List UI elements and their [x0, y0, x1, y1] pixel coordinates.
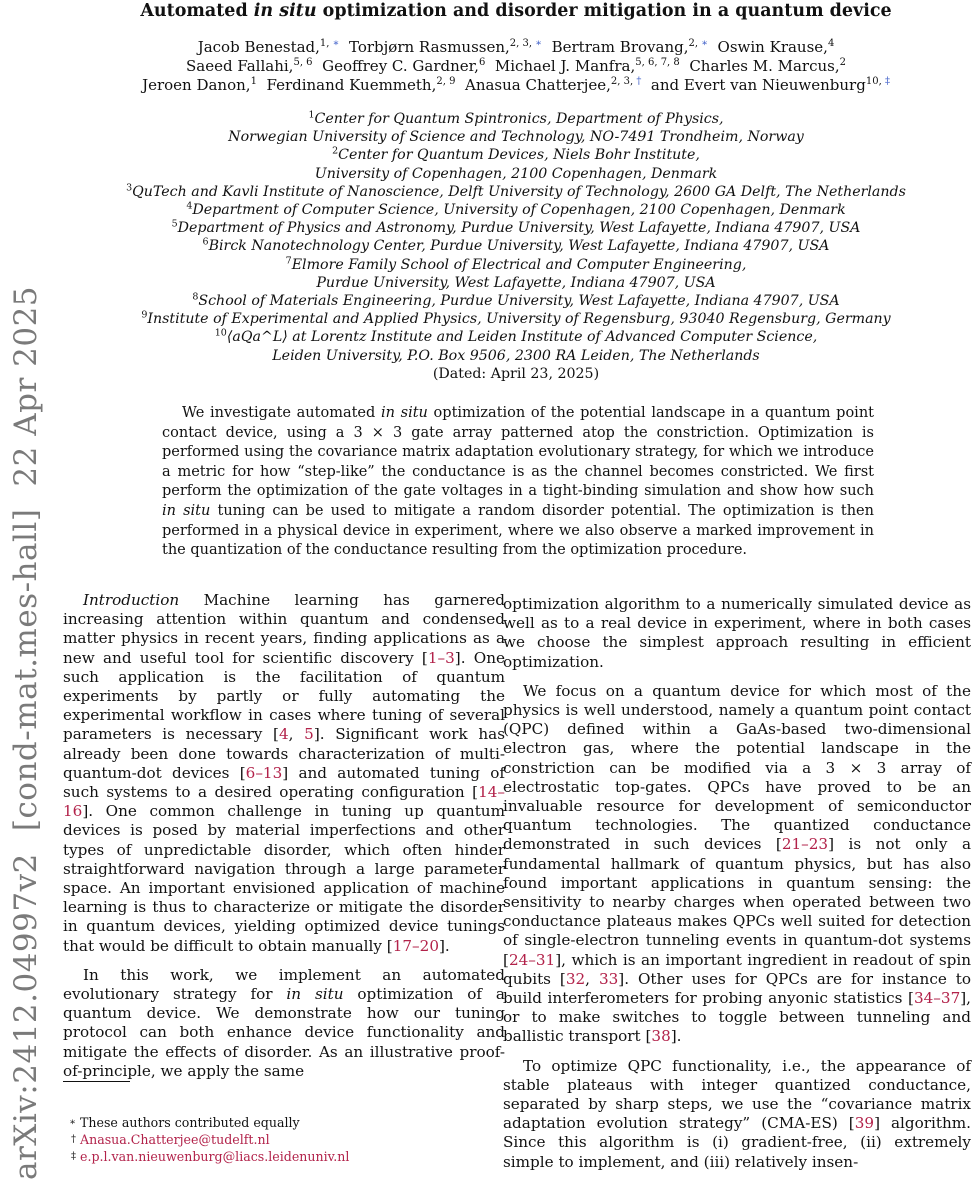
intro-paragraph: Introduction Machine learning has garnered increasing attention within quantum and condensed matter physics in recent years, finding applications as a new and useful tool for scientific discovery [1–3]. One such application is the facilitation of quantum experiments by partly or fully automating the experimental workflow in cases where tuning of several parameters is necessary [4, 5]. Significant work has already been done towards characterization of multi-quantum-dot devices [6–13] and automated tuning of such systems to a desired operating configuration [14–16]. One common challenge in tuning up quantum devices is posed by material imperfections and other types of unpredictable disorder, which often hinder straightforward navigation through a large parameter space. An important envisioned application of machine learning is thus to characterize or mitigate the disorder in quantum devices, yielding optimized device tunings that would be difficult to obtain manually [17–20].	[63, 591, 506, 955]
affiliation: $^1$Center for Quantum Spintronics, Department of Physics,	[308, 109, 724, 127]
author: Saeed Fallahi,$^{5, 6}$	[186, 57, 313, 75]
affiliation: $^7$Elmore Family School of Electrical and Computer Engineering,	[285, 254, 747, 273]
author-footnote-link[interactable]: †	[636, 76, 642, 87]
body-paragraph: optimization algorithm to a numerically simulated device as well as to a real device in experiment, where in both cases we choose the simplest approach resulting in efficient optimization.	[503, 595, 971, 671]
affiliation: $^3$QuTech and Kavli Institute of Nanoscience, Delft University of Technology, 2600 GA Delft, The Netherlands	[126, 182, 906, 200]
citation-link[interactable]: 21–23	[781, 835, 829, 854]
citation-link[interactable]: 1–3	[427, 648, 455, 667]
author-footnote-link[interactable]: ∗	[701, 38, 708, 49]
dated-line: (Dated: April 23, 2025)	[432, 365, 600, 382]
affiliation-list	[60, 110, 972, 383]
abstract: We investigate automated in situ optimization of the potential landscape in a quantum point contact device, using a 3 × 3 gate array patterned atop the constriction. Optimization is performed using the covariance matrix adaptation evolutionary strategy, for which we introduce a metric for how “step-like” the conductance is as the channel becomes constricted. We first perform the optimization of the gate voltages in a tight-binding simulation and show how such in situ tuning can be used to mitigate a random disorder potential. The optimization is then performed in a physical device in experiment, where we also observe a marked improvement in the quantization of the conductance resulting from the optimization procedure.	[162, 405, 874, 559]
author-footnote-link[interactable]: ∗	[332, 38, 340, 49]
paper-title: Automated in situ optimization and disorder mitigation in a quantum device	[140, 1, 892, 21]
citation-link[interactable]: 33	[598, 969, 619, 988]
affiliation: $^6$Birck Nanotechnology Center, Purdue University, West Lafayette, Indiana 47907, USA	[202, 236, 830, 255]
author: Jeroen Danon,$^1$	[142, 76, 257, 94]
footnote: ‡ e.p.l.van.nieuwenburg@liacs.leidenuniv.nl	[71, 1149, 350, 1164]
citation-link[interactable]: 38	[651, 1027, 671, 1046]
footnote-divider	[63, 1081, 130, 1082]
footnotes	[63, 1114, 503, 1165]
affiliation: $^9$Institute of Experimental and Applied Physics, University of Regensburg, 93040 Regensburg, Germany	[141, 309, 891, 328]
body-paragraph: We focus on a quantum device for which most of the physics is well understood, namely a quantum point contact (QPC) defined within a GaAs-based two-dimensional electron gas, where the potential landscape in the constriction can be modified via a 3 × 3 array of electrostatic top-gates. QPCs have proved to be an invaluable resource for development of semiconductor quantum technologies. The quantized conductance demonstrated in such devices [21–23] is not only a fundamental hallmark of quantum physics, but has also found important applications in quantum sensing: the sensitivity to nearby charges when operated between two conductance plateaus makes QPCs well suited for detection of single-electron tunneling events in quantum-dot systems [24–31], which is an important ingredient in readout of spin qubits [32, 33]. Other uses for QPCs are for instance to build interferometers for probing anyonic statistics [34–37], or to make switches to toggle between tunneling and ballistic transport [38].	[503, 681, 971, 1046]
author: Michael J. Manfra,$^{5, 6, 7, 8}$	[494, 57, 680, 75]
citation-link[interactable]: 6–13	[245, 763, 283, 782]
citation-link[interactable]: 39	[854, 1114, 875, 1133]
author: Charles M. Marcus,$^2$	[689, 57, 846, 75]
affiliation: Leiden University, P.O. Box 9506, 2300 RA Leiden, The Netherlands	[272, 347, 760, 364]
author-list	[60, 38, 972, 95]
email-link[interactable]: Anasua.Chatterjee@tudelft.nl	[80, 1132, 270, 1147]
author: Torbjørn Rasmussen,$^{2, 3, ∗}$	[349, 38, 543, 56]
citation-link[interactable]: 24–31	[508, 950, 556, 969]
citation-link[interactable]: 34–37	[913, 989, 961, 1008]
section-heading: Introduction	[83, 591, 180, 609]
affiliation: $^5$Department of Physics and Astronomy, Purdue University, West Lafayette, Indiana 47907, USA	[171, 218, 861, 237]
affiliation: Purdue University, West Lafayette, Indiana 47907, USA	[316, 274, 716, 291]
citation-link[interactable]: 32	[565, 969, 586, 988]
affiliation: $^{10}$⟨aQa^L⟩ at Lorentz Institute and Leiden Institute of Advanced Computer Science,	[214, 327, 818, 346]
footnote: † Anasua.Chatterjee@tudelft.nl	[71, 1132, 270, 1147]
arxiv-stamp	[8, 180, 44, 1180]
arxiv-date: 22 Apr 2025	[8, 285, 44, 487]
email-link[interactable]: e.p.l.van.nieuwenburg@liacs.leidenuniv.nl	[80, 1149, 350, 1164]
author-footnote-link[interactable]: ∗	[535, 38, 543, 49]
arxiv-id[interactable]: arXiv:2412.04997v2	[8, 853, 44, 1180]
affiliation: University of Copenhagen, 2100 Copenhagen, Denmark	[314, 165, 718, 182]
body-paragraph: To optimize QPC functionality, i.e., the appearance of stable plateaus with integer quantized conductance, separated by sharp steps, we use the “covariance matrix adaptation evolution strategy” (CMA-ES) [39] algorithm. Since this algorithm is (i) gradient-free, (ii) extremely simple to implement, and (iii) relatively insen-	[503, 1056, 971, 1171]
author: Oswin Krause,$^4$	[717, 38, 835, 56]
author: Geoffrey C. Gardner,$^6$	[322, 57, 486, 75]
right-column	[503, 595, 971, 1172]
author: Ferdinand Kuemmeth,$^{2, 9}$	[266, 76, 456, 94]
footnote: ∗ These authors contributed equally	[69, 1115, 300, 1130]
citation-link[interactable]: 5	[304, 725, 314, 744]
left-column	[63, 591, 505, 1081]
arxiv-category: [cond-mat.mes-hall]	[8, 508, 44, 832]
affiliation: Norwegian University of Science and Technology, NO-7491 Trondheim, Norway	[228, 129, 804, 146]
author-footnote-link[interactable]: ‡	[884, 76, 890, 87]
affiliation: $^8$School of Materials Engineering, Purdue University, West Lafayette, Indiana 47907, USA	[192, 291, 840, 310]
affiliation: $^2$Center for Quantum Devices, Niels Bohr Institute,	[332, 145, 700, 164]
author: Jacob Benestad,$^{1, ∗}$	[197, 38, 340, 56]
author: Anasua Chatterjee,$^{2, 3, \dagger}$	[465, 76, 642, 94]
citation-link[interactable]: 4	[278, 725, 289, 744]
citation-link[interactable]: 14–16	[63, 783, 505, 821]
author: Bertram Brovang,$^{2, ∗}$	[551, 38, 708, 56]
affiliation: $^4$Department of Computer Science, University of Copenhagen, 2100 Copenhagen, Denmark	[186, 200, 846, 219]
author: and Evert van Nieuwenburg$^{10, \ddagger}$	[650, 76, 890, 94]
citation-link[interactable]: 17–20	[392, 936, 439, 955]
body-paragraph: In this work, we implement an automated evolutionary strategy for in situ optimization of a quantum device. We demonstrate how our tuning protocol can both enhance device functionality and mitigate the effects of disorder. As an illustrative proof-of-principle, we apply the same	[63, 965, 505, 1080]
